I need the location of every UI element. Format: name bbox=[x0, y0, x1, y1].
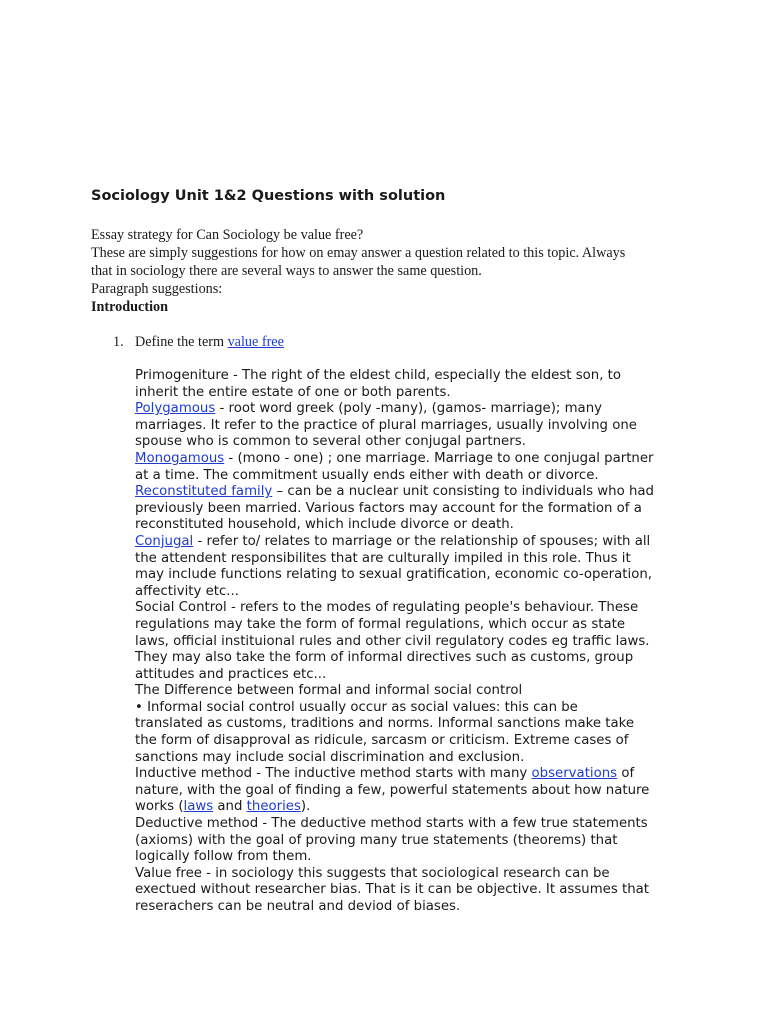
body-line: nature, with the goal of finding a few, powerful statements about how nature bbox=[135, 782, 650, 798]
definition-text: of bbox=[617, 766, 635, 782]
laws-link[interactable]: laws bbox=[183, 799, 214, 815]
intro-line: Paragraph suggestions: bbox=[91, 281, 223, 297]
body-line bbox=[135, 766, 695, 783]
reconstituted-family-link[interactable]: Reconstituted family bbox=[135, 484, 273, 500]
definitions-block bbox=[135, 368, 695, 916]
body-line: They may also take the form of informal directives such as customs, group bbox=[135, 650, 634, 666]
body-line: the form of disapproval as ridicule, sarcasm or criticism. Extreme cases of bbox=[135, 733, 629, 749]
body-line: regulations may take the form of formal regulations, which occur as state bbox=[135, 616, 626, 632]
body-line bbox=[135, 484, 695, 501]
intro-line: that in sociology there are several ways to answer the same question. bbox=[91, 263, 482, 279]
body-line: may include functions relating to sexual gratification, economic co-operation, bbox=[135, 567, 652, 583]
body-line: inherit the entire estate of one or both parents. bbox=[135, 384, 451, 400]
conjugal-link[interactable]: Conjugal bbox=[135, 533, 194, 549]
body-line: exectued without researcher bias. That is it can be objective. It assumes that bbox=[135, 882, 650, 898]
body-line: reconstituted household, which include divorce or death. bbox=[135, 517, 514, 533]
monogamous-link[interactable]: Monogamous bbox=[135, 450, 225, 466]
body-line bbox=[135, 534, 695, 551]
body-line: Value free - in sociology this suggests that sociological research can be bbox=[135, 865, 610, 881]
definition-text: - root word greek (poly -many), (gamos- marriage); many bbox=[215, 401, 602, 417]
body-line: (axioms) with the goal of proving many true statements (theorems) that bbox=[135, 832, 618, 848]
list-item bbox=[113, 333, 713, 351]
body-line: previously been married. Various factors may account for the formation of a bbox=[135, 500, 642, 516]
document-title: Sociology Unit 1&2 Questions with solution bbox=[91, 188, 446, 204]
body-line: the attendent responsibilites that are culturally impiled in this role. Thus it bbox=[135, 550, 631, 566]
definition-text: ). bbox=[300, 799, 311, 815]
body-line: sanctions may include social discrimination and exclusion. bbox=[135, 749, 525, 765]
intro-line: These are simply suggestions for how on emay answer a question related to this topic. Always bbox=[91, 245, 626, 261]
body-line: translated as customs, traditions and norms. Informal sanctions make take bbox=[135, 716, 635, 732]
body-line bbox=[135, 799, 695, 816]
theories-link[interactable]: theories bbox=[246, 799, 301, 815]
body-line bbox=[135, 401, 695, 418]
body-line: reserachers can be neutral and deviod of biases. bbox=[135, 899, 461, 914]
value-free-link[interactable]: value free bbox=[227, 334, 284, 350]
body-line: marriages. It refer to the practice of plural marriages, usually involving one bbox=[135, 417, 637, 433]
body-line: Deductive method - The deductive method starts with a few true statements bbox=[135, 816, 648, 832]
body-line: Social Control - refers to the modes of regulating people's behaviour. These bbox=[135, 600, 639, 616]
body-line: spouse who is common to several other conjugal partners. bbox=[135, 434, 526, 450]
definition-text: - refer to/ relates to marriage or the relationship of spouses; with all bbox=[193, 533, 651, 549]
section-heading: Introduction bbox=[91, 299, 168, 315]
definition-text: – can be a nuclear unit consisting to individuals who had bbox=[272, 484, 654, 500]
definition-text: and bbox=[213, 799, 247, 815]
body-line: at a time. The commitment usually ends either with death or divorce. bbox=[135, 467, 599, 483]
definition-text: - (mono - one) ; one marriage. Marriage to one conjugal partner bbox=[224, 450, 654, 466]
list-text: Define the term bbox=[135, 334, 228, 350]
body-line: logically follow from them. bbox=[135, 849, 312, 865]
definition-text: works ( bbox=[135, 799, 184, 815]
intro-block bbox=[91, 226, 731, 316]
observations-link[interactable]: observations bbox=[531, 766, 618, 782]
bullet-line: • Informal social control usually occur as social values: this can be bbox=[135, 699, 578, 715]
body-line: Primogeniture - The right of the eldest child, especially the eldest son, to bbox=[135, 368, 621, 383]
body-line: attitudes and practices etc... bbox=[135, 666, 327, 682]
polygamous-link[interactable]: Polygamous bbox=[135, 401, 216, 417]
list-number: 1. bbox=[113, 334, 124, 350]
body-line: affectivity etc... bbox=[135, 583, 239, 599]
body-line: The Difference between formal and informal social control bbox=[135, 683, 523, 699]
body-line: laws, official instituional rules and other civil regulatory codes eg traffic laws. bbox=[135, 633, 650, 649]
body-line bbox=[135, 451, 695, 468]
definition-text: Inductive method - The inductive method starts with many bbox=[135, 766, 532, 782]
intro-line: Essay strategy for Can Sociology be value free? bbox=[91, 227, 364, 243]
